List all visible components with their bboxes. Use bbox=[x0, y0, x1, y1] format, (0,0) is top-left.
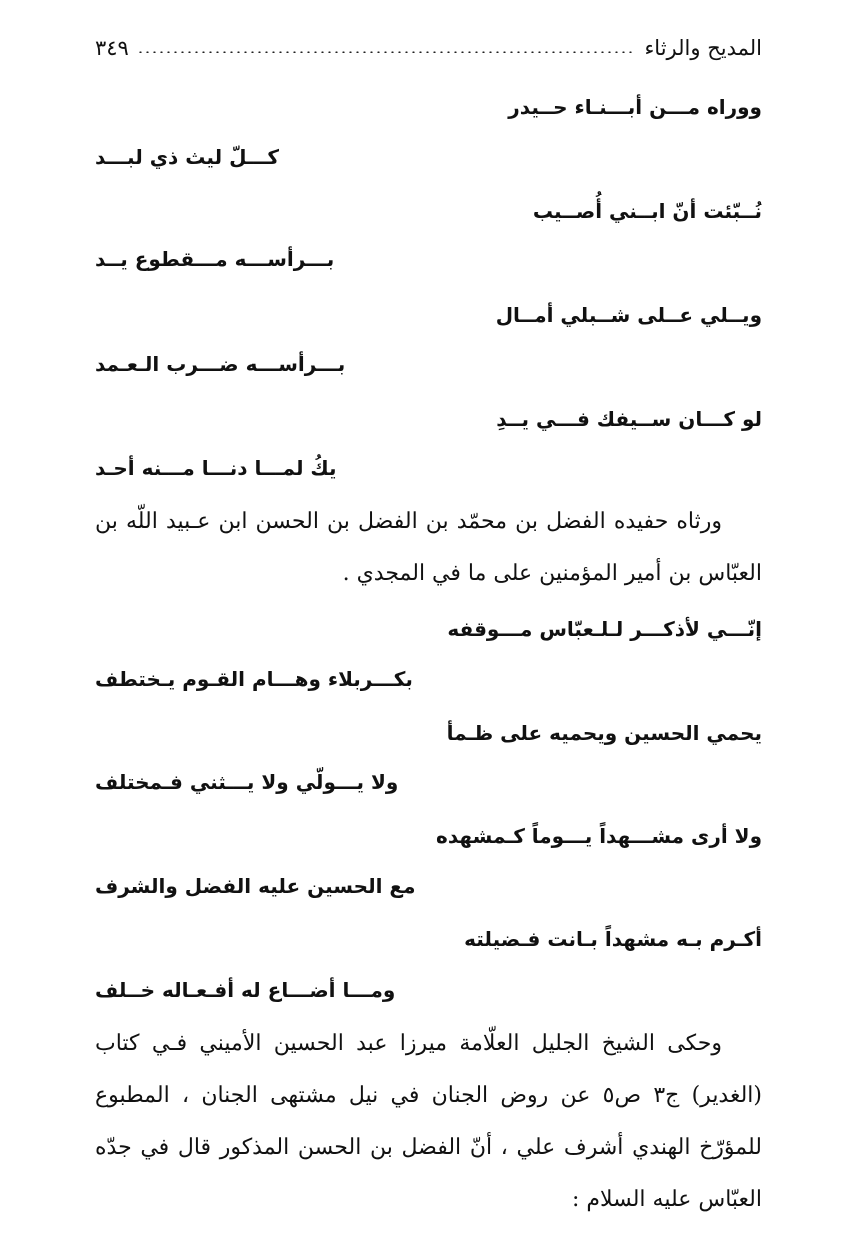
paragraph-text: وحكى الشيخ الجليل العلّامة ميرزا عبد الحسين الأميني فـي كتاب (الغدير) ج٣ ص٥ عن روض الجنان في نيل مشتهى الجنان ، المطبوع للمؤرّخ الهندي أشرف علي ، أنّ الفضل بن الحسن المذكور قال في جدّه العبّاس عليه السلام : bbox=[95, 1031, 762, 1212]
paragraph bbox=[95, 1018, 762, 1226]
verse-hemistich-right: يحمي الحسين ويحميه على ظـمأ bbox=[446, 721, 762, 745]
verse-hemistich-left: كـــلّ ليث ذي لبـــد bbox=[95, 145, 280, 169]
verse-hemistich-right: ويــلي عــلى شــبلي أمــال bbox=[495, 303, 762, 327]
page-number: ٣٤٩ bbox=[95, 36, 129, 60]
paragraph bbox=[95, 496, 762, 600]
verse-hemistich-right: نُــبّئت أنّ ابــني أُصــيب bbox=[532, 199, 762, 223]
verse-hemistich-left: مع الحسين عليه الفضل والشرف bbox=[95, 874, 416, 898]
verse-hemistich-right: ووراه مـــن أبـــنـاء حــيدر bbox=[508, 95, 762, 119]
verse-hemistich-left: يكُ لمـــا دنـــا مـــنه أحـد bbox=[95, 456, 337, 480]
verse-hemistich-left: بكـــربلاء وهـــام القـوم يـختطف bbox=[95, 667, 413, 691]
verse-hemistich-left: ولا يـــولّي ولا يـــثني فـمختلف bbox=[95, 770, 399, 794]
running-header bbox=[95, 30, 762, 66]
paragraph-text: ورثاه حفيده الفضل بن محمّد بن الفضل بن الحسن ابن عـبيد اللّه بن العبّاس بن أمير المؤمنين على ما في المجدي . bbox=[95, 509, 762, 586]
chapter-title: المديح والرثاء bbox=[644, 36, 762, 60]
leader-dots bbox=[137, 51, 637, 53]
verse-hemistich-left: بـــرأســـه ضـــرب الـعـمد bbox=[95, 352, 346, 376]
verse-hemistich-left: ومـــا أضـــاع له أفـعـاله خــلف bbox=[95, 978, 396, 1002]
verse-hemistich-right: إنّـــي لأذكـــر لـلـعبّاس مـــوقفه bbox=[447, 617, 762, 641]
verse-hemistich-right: ولا أرى مشـــهداً يـــوماً كـمشهده bbox=[436, 824, 762, 848]
verse-hemistich-right: أكـرم بـه مشهداً بـانت فـضيلته bbox=[464, 927, 762, 951]
verse-hemistich-left: بـــرأســـه مـــقطوع يــد bbox=[95, 247, 335, 271]
verse-hemistich-right: لو كـــان ســيفك فـــي يــدِ bbox=[496, 407, 762, 431]
